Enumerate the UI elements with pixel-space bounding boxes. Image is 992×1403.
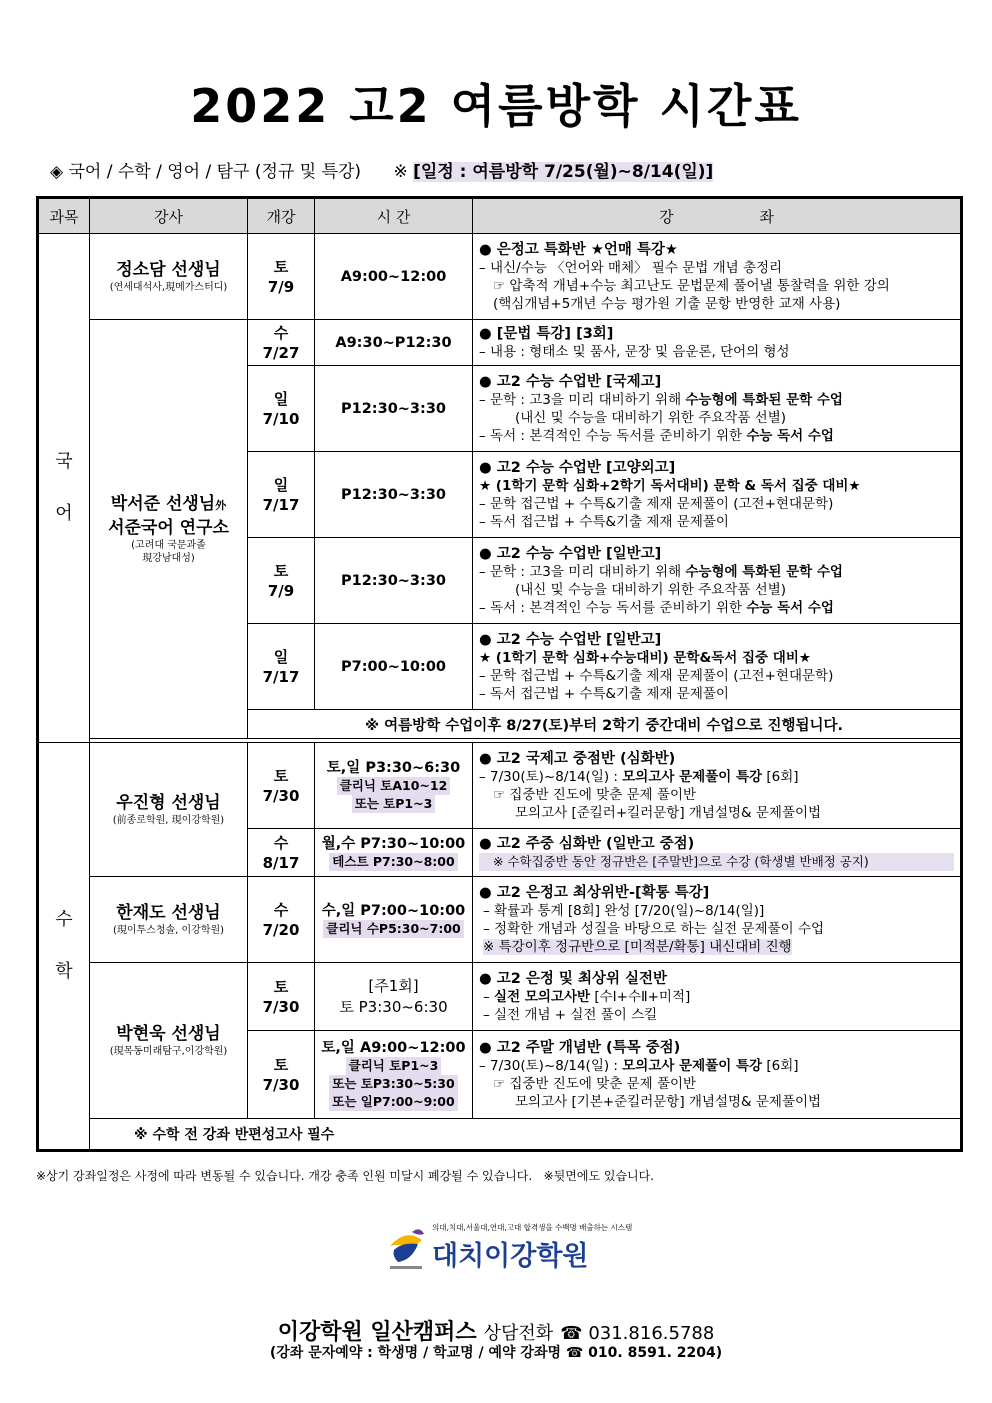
course-line: 모의고사 [준킬러+킬러문항] 개념설명& 문제풀이법 bbox=[515, 804, 822, 821]
course-line: – 독서 접근법 + 수특&기출 제재 문제풀이 bbox=[479, 513, 729, 530]
course-cell bbox=[473, 1031, 962, 1119]
teacher-name: 우진형 선생님 bbox=[116, 793, 221, 813]
date: 8/17 bbox=[262, 853, 300, 872]
text-bold: 모의고사 문제풀이 특강 bbox=[622, 1057, 763, 1074]
course-line: – 실전 개념 + 실전 풀이 스킬 bbox=[483, 1006, 658, 1023]
time-cell: P12:30~3:30 bbox=[315, 452, 473, 538]
course-cell bbox=[473, 743, 962, 829]
day: 토 bbox=[273, 1055, 289, 1074]
day: 토 bbox=[273, 766, 289, 785]
teacher-name: 한재도 선생님 bbox=[116, 903, 221, 923]
phone-number: ☎ 031.816.5788 bbox=[560, 1323, 715, 1344]
course-line: (내신 및 수능을 대비하기 위한 주요작품 선별) bbox=[515, 581, 787, 598]
text: – 독서 : 본격적인 수능 독서를 준비하기 위한 bbox=[479, 599, 747, 616]
course-line: ☞ 집중반 진도에 맞춘 문제 풀이반 bbox=[493, 786, 697, 803]
start-day bbox=[248, 877, 315, 963]
header-time: 시 간 bbox=[315, 198, 473, 234]
text-bold: 모의고사 문제풀이 특강 bbox=[622, 768, 763, 785]
course-cell bbox=[473, 829, 962, 877]
course-line: ★ (1학기 문학 심화+수능대비) 문학&독서 집중 대비★ bbox=[479, 649, 811, 666]
course-cell bbox=[473, 320, 962, 366]
start-day bbox=[248, 829, 315, 877]
text: – 독서 : 본격적인 수능 독서를 준비하기 위한 bbox=[479, 427, 747, 444]
teacher-cell bbox=[90, 963, 248, 1119]
academy-logo bbox=[384, 1222, 644, 1274]
subject-korean bbox=[38, 234, 90, 743]
course-line: ☞ 압축적 개념+수능 최고난도 문법문제 풀어낼 통찰력을 위한 강의 bbox=[493, 277, 890, 294]
course-title: ● 고2 은정 및 최상위 실전반 bbox=[479, 970, 668, 987]
test-time: 테스트 P7:30~8:00 bbox=[329, 853, 457, 871]
timetable bbox=[36, 196, 963, 1152]
start-day bbox=[248, 624, 315, 710]
subject-math bbox=[38, 743, 90, 1151]
teacher-cell bbox=[90, 877, 248, 963]
course-cell bbox=[473, 538, 962, 624]
logo-slogan: 의대,치대,서울대,연대,고대 합격생을 수백명 배출하는 시스템 bbox=[432, 1223, 633, 1232]
course-line: (내신 및 수능을 대비하기 위한 주요작품 선별) bbox=[515, 409, 787, 426]
course-cell bbox=[473, 452, 962, 538]
clinic-time: 클리닉 수P5:30~7:00 bbox=[323, 920, 463, 938]
course-cell bbox=[473, 877, 962, 963]
start-day bbox=[248, 452, 315, 538]
date: 7/30 bbox=[262, 997, 300, 1016]
math-note: ※ 수학 전 강좌 반편성고사 필수 bbox=[90, 1119, 962, 1151]
footnote: ※상기 강좌일정은 사정에 따라 변동될 수 있습니다. 개강 충족 인원 미달시 폐강될 수 있습니다. ※뒷면에도 있습니다. bbox=[36, 1169, 655, 1183]
course-line: – 확률과 통계 [8회] 완성 [7/20(일)~8/14(일)] bbox=[483, 902, 765, 919]
table-row bbox=[38, 743, 962, 829]
text: – 문학 : 고3을 미리 대비하기 위해 bbox=[479, 391, 686, 408]
course-title: ● 고2 국제고 중점반 (심화반) bbox=[479, 750, 676, 767]
header-teacher: 강사 bbox=[90, 198, 248, 234]
text-bold: 수능형에 특화된 문학 수업 bbox=[685, 391, 843, 408]
date: 7/10 bbox=[262, 409, 300, 428]
sms-reservation: (강좌 문자예약 : 학생명 / 학교명 / 예약 강좌명 ☎ 010. 8591. 2204) bbox=[269, 1345, 723, 1361]
day: 일 bbox=[273, 475, 289, 494]
day: 일 bbox=[273, 389, 289, 408]
course-cell bbox=[473, 963, 962, 1031]
clinic-time: 또는 토P3:30~5:30 bbox=[329, 1075, 457, 1093]
date: 7/27 bbox=[262, 343, 300, 362]
time-cell bbox=[315, 829, 473, 877]
course-line: 모의고사 [기본+준킬러문항] 개념설명& 문제풀이법 bbox=[515, 1093, 822, 1110]
time-cell: P12:30~3:30 bbox=[315, 366, 473, 452]
header-row bbox=[38, 198, 962, 234]
text: [수Ⅰ+수Ⅱ+미적] bbox=[590, 988, 691, 1005]
course-line: – 내신/수능 〈언어와 매체〉 필수 문법 개념 총정리 bbox=[479, 259, 783, 276]
text: – 문학 : 고3을 미리 대비하기 위해 bbox=[479, 563, 686, 580]
text-bold: 수능 독서 수업 bbox=[746, 599, 834, 616]
course-line: ※ 특강이후 정규반으로 [미적분/확통] 내신대비 진행 bbox=[483, 938, 792, 955]
course-title: ● 은정고 특화반 ★언매 특강★ bbox=[479, 241, 678, 258]
time-main: 토 P3:30~6:30 bbox=[339, 997, 448, 1016]
teacher-bio: (現목동미래탐구,이강학원) bbox=[109, 1046, 228, 1057]
text: [6회] bbox=[762, 768, 799, 785]
time-cell: A9:00~12:00 bbox=[315, 234, 473, 320]
course-title: ● 고2 주말 개념반 (특목 중점) bbox=[479, 1039, 681, 1056]
course-line: ★ (1학기 문학 심화+2학기 독서대비) 문학 & 독서 집중 대비★ bbox=[479, 477, 861, 494]
schedule-period: [일정 : 여름방학 7/25(월)~8/14(일)] bbox=[413, 162, 714, 182]
header-subject: 과목 bbox=[38, 198, 90, 234]
course-line bbox=[479, 1057, 954, 1075]
date: 7/17 bbox=[262, 667, 300, 686]
day: 일 bbox=[273, 647, 289, 666]
course-line: – 내용 : 형태소 및 품사, 문장 및 음운론, 단어의 형성 bbox=[479, 343, 790, 360]
time-main: 토,일 A9:00~12:00 bbox=[321, 1039, 466, 1056]
teacher-cell bbox=[90, 743, 248, 877]
clinic-time: 클리닉 토A10~12 bbox=[337, 777, 451, 795]
day: 수 bbox=[273, 323, 289, 342]
teacher-bio: (前종로학원, 現이강학원) bbox=[112, 815, 225, 826]
time-cell bbox=[315, 743, 473, 829]
text: – 7/30(토)~8/14(일) : bbox=[479, 768, 623, 785]
start-day bbox=[248, 963, 315, 1031]
course-title: ● 고2 수능 수업반 [일반고] bbox=[479, 545, 662, 562]
day: 토 bbox=[273, 257, 289, 276]
course-line: ☞ 집중반 진도에 맞춘 문제 풀이반 bbox=[493, 1075, 697, 1092]
time-main: 수,일 P7:00~10:00 bbox=[321, 902, 466, 919]
start-day bbox=[248, 234, 315, 320]
day: 수 bbox=[273, 900, 289, 919]
course-title: ● [문법 특강] [3회] bbox=[479, 325, 614, 342]
subject-char: 학 bbox=[55, 961, 73, 982]
course-line: (핵심개념+5개년 수능 평가원 기출 문항 반영한 교재 사용) bbox=[493, 295, 841, 312]
teacher-name bbox=[90, 493, 247, 517]
table-row bbox=[38, 1119, 962, 1151]
clinic-time: 또는 일P7:00~9:00 bbox=[329, 1093, 457, 1111]
day: 수 bbox=[273, 833, 289, 852]
date: 7/30 bbox=[262, 786, 300, 805]
teacher-name-text: 박서준 선생님 bbox=[110, 494, 216, 514]
subject-list: ◈ 국어 / 수학 / 영어 / 탐구 (정규 및 특강) bbox=[50, 162, 362, 182]
campus-name: 이강학원 일산캠퍼스 bbox=[277, 1320, 477, 1345]
time-cell: A9:30~P12:30 bbox=[315, 320, 473, 366]
start-day bbox=[248, 366, 315, 452]
course-cell bbox=[473, 366, 962, 452]
date: 7/20 bbox=[262, 920, 300, 939]
date: 7/30 bbox=[262, 1075, 300, 1094]
course-line: ※ 수학집중반 동안 정규반은 [주말반]으로 수강 (학생별 반배정 공지) bbox=[479, 853, 954, 871]
start-day bbox=[248, 743, 315, 829]
note-mark: ※ bbox=[393, 162, 408, 182]
course-line bbox=[479, 391, 954, 409]
time-main: 월,수 P7:30~10:00 bbox=[321, 835, 466, 852]
table-row bbox=[38, 234, 962, 320]
table-row bbox=[38, 877, 962, 963]
phone-label: 상담전화 bbox=[483, 1323, 554, 1344]
date: 7/9 bbox=[267, 277, 295, 296]
course-title: ● 고2 수능 수업반 [국제고] bbox=[479, 373, 662, 390]
text: – 7/30(토)~8/14(일) : bbox=[479, 1057, 623, 1074]
teacher-institute: 서준국어 연구소 bbox=[108, 518, 229, 538]
course-line bbox=[479, 563, 954, 581]
course-line bbox=[479, 768, 954, 786]
teacher-bio: (現이투스청솔, 이강학원) bbox=[112, 925, 225, 936]
frequency: [주1회] bbox=[368, 976, 419, 995]
time-cell bbox=[315, 963, 473, 1031]
subheader bbox=[50, 157, 713, 182]
teacher-cell bbox=[90, 320, 248, 739]
course-line bbox=[479, 988, 954, 1006]
time-cell: P7:00~10:00 bbox=[315, 624, 473, 710]
time-main: 토,일 P3:30~6:30 bbox=[326, 759, 461, 776]
teacher-bio: 現강남대성) bbox=[142, 553, 195, 564]
time-cell bbox=[315, 877, 473, 963]
clinic-time: 또는 토P1~3 bbox=[352, 795, 436, 813]
course-title: ● 고2 은정고 최상위반-[확통 특강] bbox=[479, 884, 710, 901]
date: 7/9 bbox=[267, 581, 295, 600]
text: [6회] bbox=[762, 1057, 799, 1074]
time-cell: P12:30~3:30 bbox=[315, 538, 473, 624]
teacher-bio: (연세대석사,現메가스터디) bbox=[109, 282, 228, 293]
time-cell bbox=[315, 1031, 473, 1119]
logo-name: 대치이강학원 bbox=[432, 1241, 589, 1272]
korean-note: ※ 여름방학 수업이후 8/27(토)부터 2학기 중간대비 수업으로 진행됩니다. bbox=[248, 710, 962, 739]
text-bold: 실전 모의고사반 bbox=[494, 988, 591, 1005]
header-start: 개강 bbox=[248, 198, 315, 234]
teacher-bio: (고려대 국문과졸 bbox=[131, 540, 206, 551]
start-day bbox=[248, 320, 315, 366]
teacher-name-suffix: 外 bbox=[215, 499, 227, 512]
text-bold: 수능 독서 수업 bbox=[746, 427, 834, 444]
start-day bbox=[248, 538, 315, 624]
page-title: 2022 고2 여름방학 시간표 bbox=[190, 79, 802, 133]
teacher-name: 정소담 선생님 bbox=[116, 260, 221, 280]
course-title: ● 고2 수능 수업반 [일반고] bbox=[479, 631, 662, 648]
table-row bbox=[38, 320, 962, 366]
day: 토 bbox=[273, 977, 289, 996]
table-row bbox=[38, 963, 962, 1031]
start-day bbox=[248, 1031, 315, 1119]
course-title: ● 고2 주중 심화반 (일반고 중점) bbox=[479, 835, 695, 852]
course-line: – 독서 접근법 + 수특&기출 제재 문제풀이 bbox=[479, 685, 729, 702]
course-line: – 문학 접근법 + 수특&기출 제재 문제풀이 (고전+현대문학) bbox=[479, 495, 834, 512]
course-cell bbox=[473, 624, 962, 710]
clinic-time: 클리닉 토P1~3 bbox=[346, 1057, 442, 1075]
course-line: – 정확한 개념과 성질을 바탕으로 하는 실전 문제풀이 수업 bbox=[483, 920, 825, 937]
subject-char: 어 bbox=[55, 503, 73, 524]
subject-char: 국 bbox=[55, 451, 73, 472]
subject-char: 수 bbox=[55, 909, 73, 930]
date: 7/17 bbox=[262, 495, 300, 514]
course-title: ● 고2 수능 수업반 [고양외고] bbox=[479, 459, 676, 476]
course-cell bbox=[473, 234, 962, 320]
text: – bbox=[483, 988, 495, 1005]
header-course: 강 좌 bbox=[473, 198, 962, 234]
course-line bbox=[479, 599, 954, 617]
day: 토 bbox=[273, 561, 289, 580]
text-bold: 수능형에 특화된 문학 수업 bbox=[685, 563, 843, 580]
course-line bbox=[479, 427, 954, 445]
teacher-cell bbox=[90, 234, 248, 320]
teacher-name: 박현욱 선생님 bbox=[116, 1024, 221, 1044]
course-line: – 문학 접근법 + 수특&기출 제재 문제풀이 (고전+현대문학) bbox=[479, 667, 834, 684]
logo-emblem-icon bbox=[384, 1224, 428, 1272]
